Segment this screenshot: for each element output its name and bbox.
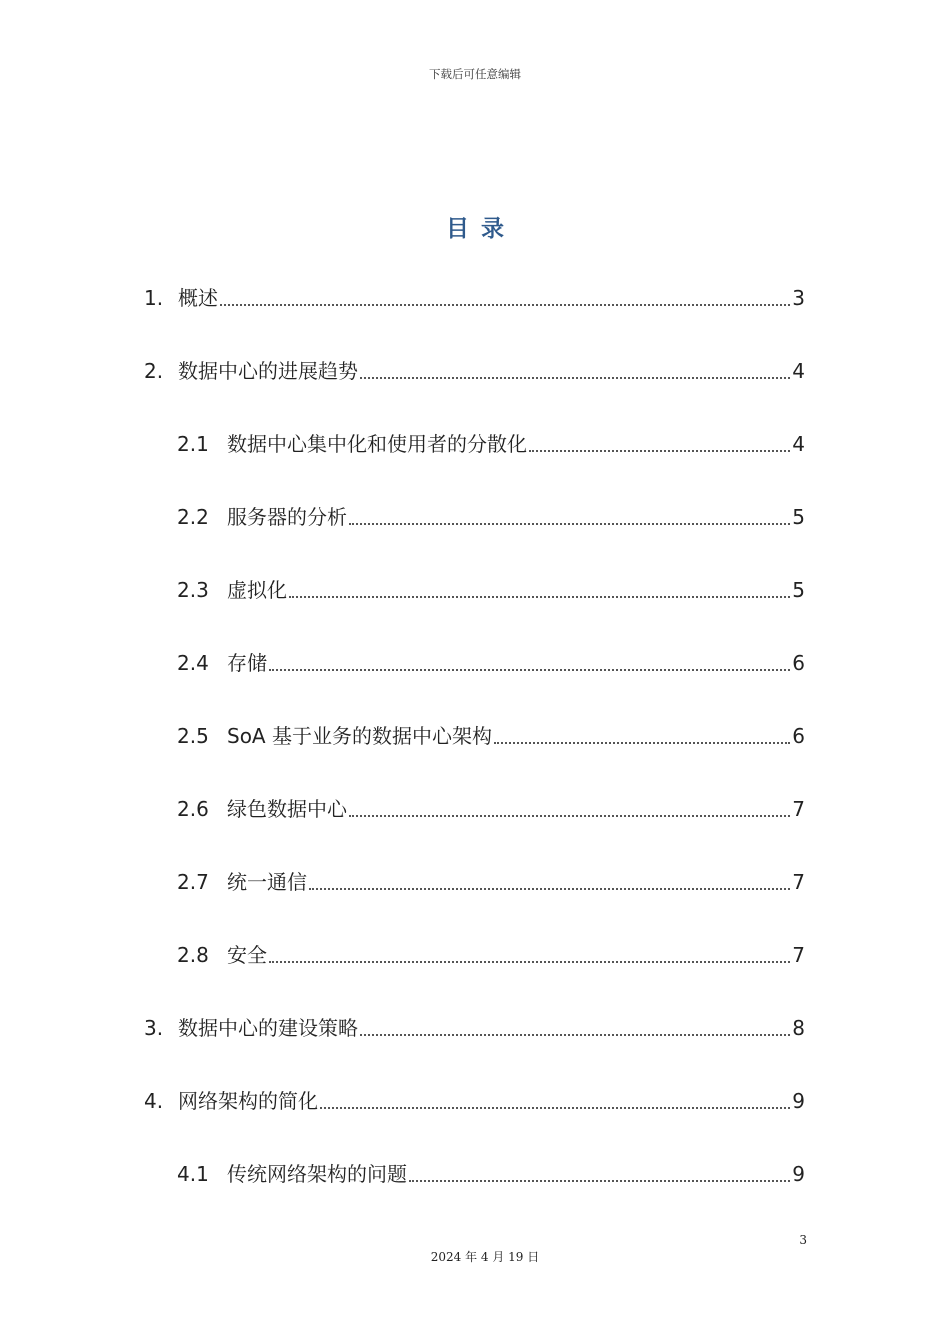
toc-entry-page: 3 [792,286,805,310]
toc-entry-number: 2.8 [177,943,209,967]
toc-entry-page: 9 [792,1089,805,1113]
page-header: 下载后可任意编辑 [429,67,521,81]
toc-link-2-7[interactable] [177,866,805,898]
toc-dot-leader [289,596,790,598]
toc-link-2-1[interactable] [177,428,805,460]
page-footer-date: 2024 年 4 月 19 日 [430,1250,540,1264]
toc-link-4[interactable] [144,1085,805,1117]
toc-entry-2 [0,355,950,387]
toc-entry-title: 统一通信 [227,870,307,894]
toc-entry-number: 2.3 [177,578,209,602]
toc-entry-number: 4. [144,1089,164,1113]
toc-entry-title: 安全 [227,943,267,967]
toc-entry-page: 5 [792,578,805,602]
toc-entry-number: 4.1 [177,1162,209,1186]
toc-entry-title: 概述 [178,286,218,310]
toc-entry-2-1 [0,428,950,460]
toc-entry-number: 2.6 [177,797,209,821]
toc-dot-leader [309,888,790,890]
toc-entry-2-2 [0,501,950,533]
toc-entry-page: 7 [792,943,805,967]
toc-link-4-1[interactable] [177,1158,805,1190]
toc-dot-leader [269,669,790,671]
toc-entry-title: 虚拟化 [227,578,287,602]
toc-dot-leader [494,742,790,744]
toc-entry-2-5 [0,720,950,752]
toc-entry-title: 绿色数据中心 [227,797,347,821]
toc-entry-page: 7 [792,870,805,894]
toc-entry-2-6 [0,793,950,825]
toc-title: 目录 [446,216,516,242]
toc-entry-number: 2.2 [177,505,209,529]
toc-entry-2-4 [0,647,950,679]
toc-entry-2-3 [0,574,950,606]
toc-entry-number: 2.7 [177,870,209,894]
toc-dot-leader [349,815,790,817]
toc-entry-title: 数据中心集中化和使用者的分散化 [227,432,527,456]
toc-entry-number: 1. [144,286,164,310]
toc-entry-page: 4 [792,359,805,383]
toc-entry-title: 存储 [227,651,267,675]
toc-entry-title: 传统网络架构的问题 [227,1162,407,1186]
toc-dot-leader [529,450,790,452]
toc-entry-2-8 [0,939,950,971]
page-number: 3 [799,1233,807,1247]
toc-dot-leader [409,1180,790,1182]
toc-dot-leader [269,961,790,963]
toc-dot-leader [349,523,790,525]
toc-link-2[interactable] [144,355,805,387]
toc-entry-title: 数据中心的建设策略 [178,1016,358,1040]
toc-entry-number: 2.4 [177,651,209,675]
toc-entry-title: SoA 基于业务的数据中心架构 [227,724,492,748]
toc-link-2-2[interactable] [177,501,805,533]
toc-entry-title: 数据中心的进展趋势 [178,359,358,383]
toc-entry-4-1 [0,1158,950,1190]
toc-entry-number: 2. [144,359,164,383]
toc-dot-leader [360,377,790,379]
toc-entry-3 [0,1012,950,1044]
toc-entry-page: 6 [792,724,805,748]
toc-entry-page: 6 [792,651,805,675]
toc-link-2-4[interactable] [177,647,805,679]
toc-entry-page: 8 [792,1016,805,1040]
toc-link-2-8[interactable] [177,939,805,971]
toc-entry-page: 4 [792,432,805,456]
toc-dot-leader [320,1107,790,1109]
toc-entry-page: 5 [792,505,805,529]
toc-entry-page: 7 [792,797,805,821]
toc-link-2-3[interactable] [177,574,805,606]
toc-entry-number: 2.5 [177,724,209,748]
toc-entry-number: 3. [144,1016,164,1040]
toc-entry-1 [0,282,950,314]
toc-entry-4 [0,1085,950,1117]
toc-link-1[interactable] [144,282,805,314]
toc-link-2-5[interactable] [177,720,805,752]
toc-entry-number: 2.1 [177,432,209,456]
toc-entry-title: 网络架构的简化 [178,1089,318,1113]
toc-entry-page: 9 [792,1162,805,1186]
toc-link-2-6[interactable] [177,793,805,825]
toc-dot-leader [360,1034,790,1036]
toc-link-3[interactable] [144,1012,805,1044]
toc-dot-leader [220,304,790,306]
toc-entry-2-7 [0,866,950,898]
toc-entry-title: 服务器的分析 [227,505,347,529]
